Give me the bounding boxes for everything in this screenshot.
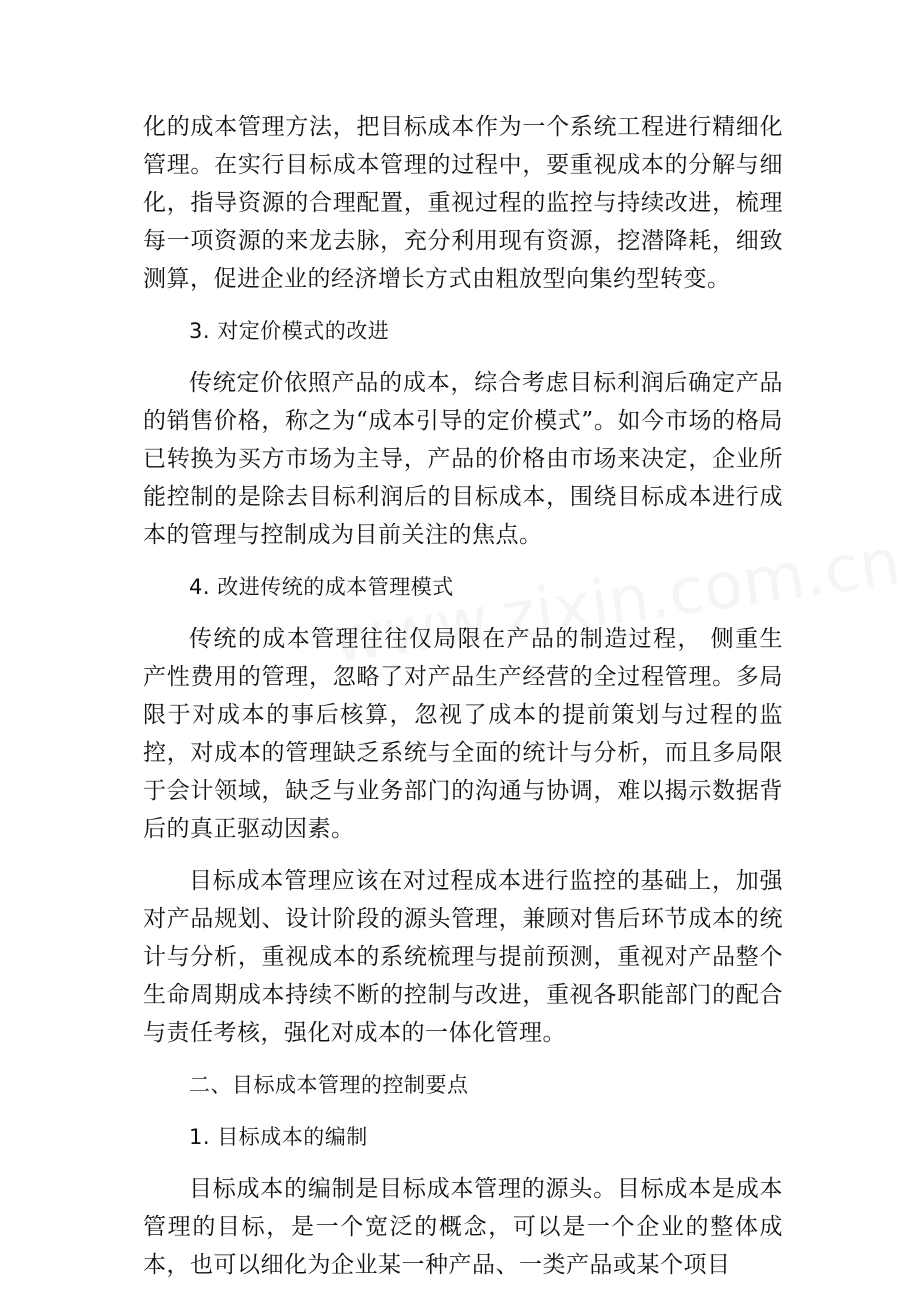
paragraph-gap: [143, 350, 783, 364]
section-heading-compilation: 1. 目标成本的编制: [189, 1125, 368, 1149]
paragraph-target-cost-management: 目标成本管理应该在对过程成本进行监控的基础上，加强对产品规划、设计阶段的源头管理，兼顾对售后环节成本的统计与分析，重视成本的系统梳理与提前预测，重视对产品整个生命周期成本持续不断的控制与改进，重视各职能部门的配合与责任考核，强化对成本的一体化管理。: [143, 868, 783, 1046]
paragraph-gap: [143, 1052, 783, 1066]
section-heading-pricing-model: 3. 对定价模式的改进: [189, 319, 390, 343]
chapter-heading-control-points: 二、目标成本管理的控制要点: [189, 1073, 469, 1097]
section-heading-traditional-mode: 4. 改进传统的成本管理模式: [189, 575, 454, 599]
document-body: [143, 108, 783, 1284]
paragraph-compilation: 目标成本的编制是目标成本管理的源头。目标成本是成本管理的目标，是一个宽泛的概念，可以是一个企业的整体成本，也可以细化为企业某一种产品、一类产品或某个项目: [143, 1176, 783, 1278]
paragraph-gap: [143, 554, 783, 568]
paragraph-gap: [143, 1156, 783, 1170]
paragraph-pricing: 传统定价依照产品的成本，综合考虑目标利润后确定产品的销售价格，称之为“成本引导的定价模式”。如今市场的格局已转换为买方市场为主导，产品的价格由市场来决定，企业所能控制的是除去目标利润后的目标成本，围绕目标成本进行成本的管理与控制成为目前关注的焦点。: [143, 370, 783, 548]
paragraph-continuation: 化的成本管理方法，把目标成本作为一个系统工程进行精细化管理。在实行目标成本管理的过程中，要重视成本的分解与细化，指导资源的合理配置，重视过程的监控与持续改进，梳理每一项资源的来龙去脉，充分利用现有资源，挖潜降耗，细致测算，促进企业的经济增长方式由粗放型向集约型转变。: [143, 114, 783, 292]
paragraph-gap: [143, 848, 783, 862]
paragraph-traditional: 传统的成本管理往往仅局限在产品的制造过程， 侧重生产性费用的管理，忽略了对产品生产经营的全过程管理。多局限于对成本的事后核算，忽视了成本的提前策划与过程的监控，对成本的管理缺乏系统与全面的统计与分析，而且多局限于会计领域，缺乏与业务部门的沟通与协调，难以揭示数据背后的真正驱动因素。: [143, 626, 783, 842]
paragraph-gap: [143, 298, 783, 312]
paragraph-gap: [143, 606, 783, 620]
paragraph-gap: [143, 1104, 783, 1118]
